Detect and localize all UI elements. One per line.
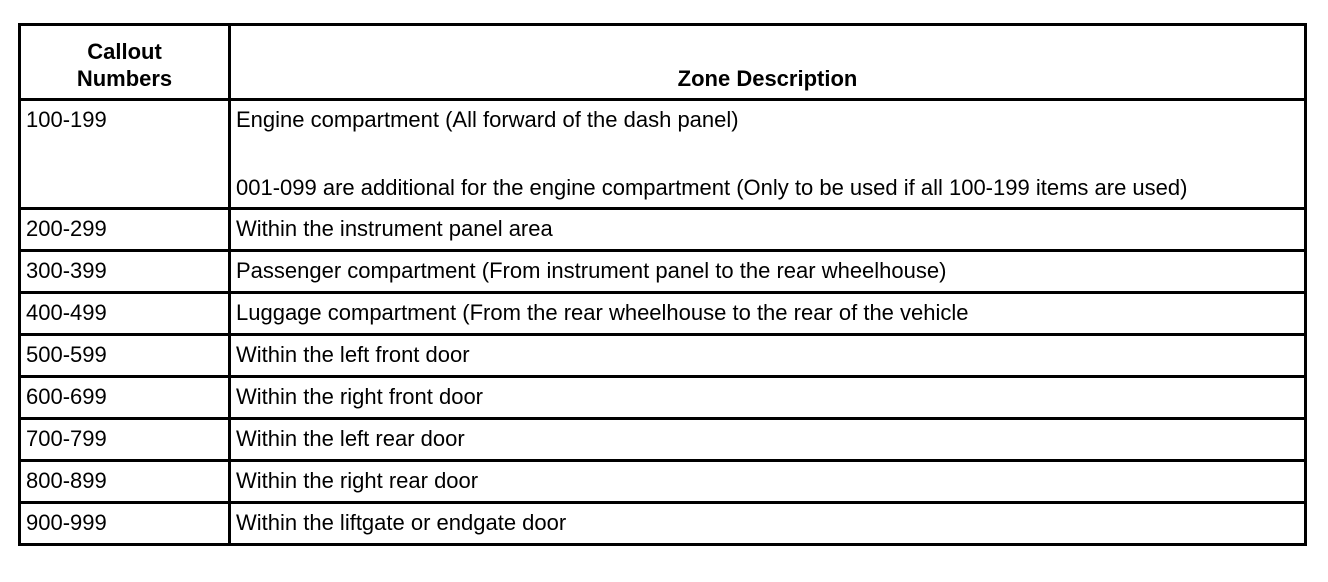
table-row bbox=[20, 100, 1306, 209]
table-row bbox=[20, 251, 1306, 293]
table-row bbox=[20, 293, 1306, 335]
callout-cell: 800-899 bbox=[20, 461, 230, 503]
table-row bbox=[20, 335, 1306, 377]
description-cell bbox=[230, 100, 1306, 209]
description-cell: Within the liftgate or endgate door bbox=[230, 503, 1306, 545]
table-row bbox=[20, 419, 1306, 461]
description-cell: Luggage compartment (From the rear wheelhouse to the rear of the vehicle bbox=[230, 293, 1306, 335]
description-cell: Passenger compartment (From instrument panel to the rear wheelhouse) bbox=[230, 251, 1306, 293]
description-note: 001-099 are additional for the engine compartment (Only to be used if all 100-199 items are used) bbox=[236, 175, 1188, 200]
description-cell: Within the left rear door bbox=[230, 419, 1306, 461]
callout-cell: 600-699 bbox=[20, 377, 230, 419]
table-row bbox=[20, 209, 1306, 251]
description-text: Engine compartment (All forward of the dash panel) bbox=[236, 107, 739, 132]
callout-cell: 500-599 bbox=[20, 335, 230, 377]
callout-cell: 400-499 bbox=[20, 293, 230, 335]
table-header-row bbox=[20, 25, 1306, 100]
table-row bbox=[20, 377, 1306, 419]
description-cell: Within the right rear door bbox=[230, 461, 1306, 503]
callout-numbers-header bbox=[20, 25, 230, 100]
callout-cell: 200-299 bbox=[20, 209, 230, 251]
callout-header-line-2: Numbers bbox=[76, 66, 173, 91]
table-row bbox=[20, 503, 1306, 545]
table-row bbox=[20, 461, 1306, 503]
description-cell: Within the left front door bbox=[230, 335, 1306, 377]
callout-header-line-1: Callout bbox=[87, 39, 162, 64]
callout-cell: 100-199 bbox=[20, 100, 230, 209]
callout-cell: 300-399 bbox=[20, 251, 230, 293]
zone-callout-table bbox=[18, 23, 1307, 546]
callout-cell: 900-999 bbox=[20, 503, 230, 545]
description-cell: Within the instrument panel area bbox=[230, 209, 1306, 251]
callout-cell: 700-799 bbox=[20, 419, 230, 461]
zone-description-header: Zone Description bbox=[230, 25, 1306, 100]
description-cell: Within the right front door bbox=[230, 377, 1306, 419]
